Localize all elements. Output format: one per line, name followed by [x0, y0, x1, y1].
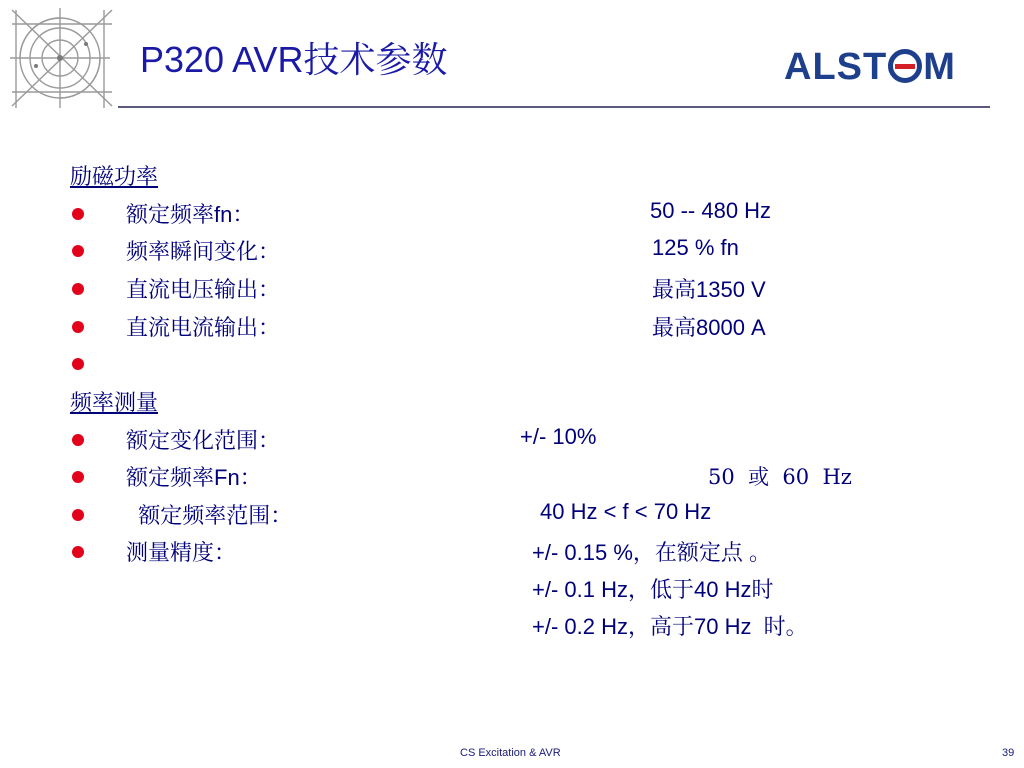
brand-text-b: M — [923, 46, 956, 88]
bullet-icon — [72, 546, 84, 558]
bullet-icon — [72, 358, 84, 370]
list-item — [0, 235, 1024, 265]
bullet-icon — [72, 509, 84, 521]
list-item — [0, 424, 1024, 454]
circular-emblem-icon — [6, 4, 118, 112]
alstom-logo — [784, 46, 956, 89]
item-label: 频率瞬间变化： — [126, 239, 281, 264]
bullet-icon — [72, 283, 84, 295]
page-number: 39 — [1002, 747, 1015, 759]
brand-o-icon — [888, 49, 922, 83]
item-label: 直流电流输出： — [126, 315, 281, 340]
section-heading-excitation: 励磁功率 — [70, 164, 159, 189]
item-label: 直流电压输出： — [126, 277, 281, 302]
item-value: +/- 0.2 Hz，高于70 Hz 时。 — [532, 614, 808, 639]
bullet-icon — [72, 208, 84, 220]
item-value: 125 % fn — [652, 235, 739, 260]
list-item — [0, 311, 1024, 341]
item-label: 额定频率fn： — [126, 202, 255, 227]
bullet-icon — [72, 471, 84, 483]
item-value: 50 -- 480 Hz — [650, 198, 772, 223]
bullet-icon — [72, 434, 84, 446]
list-item — [0, 536, 1024, 566]
item-label: 额定频率Fn： — [126, 465, 262, 490]
item-value: 40 Hz < f < 70 Hz — [540, 499, 712, 524]
item-label: 测量精度： — [126, 540, 237, 565]
header-divider — [118, 106, 990, 108]
page-title: P320 AVR技术参数 — [140, 39, 448, 80]
item-value: +/- 0.15 %，在额定点 。 — [532, 540, 772, 565]
list-item-continuation — [0, 610, 1024, 640]
bullet-icon — [72, 245, 84, 257]
item-value: 50 或 60 Hz — [708, 465, 852, 489]
item-label: 额定频率范围： — [126, 503, 293, 528]
list-item — [0, 198, 1024, 228]
list-item — [0, 499, 1024, 529]
section-heading-frequency: 频率测量 — [70, 390, 159, 415]
list-item — [0, 348, 1024, 378]
item-value: +/- 10% — [520, 424, 597, 449]
brand-text-a: ALST — [784, 46, 888, 88]
bullet-icon — [72, 321, 84, 333]
list-item — [0, 461, 1024, 491]
footer-text: CS Excitation & AVR — [460, 747, 561, 759]
item-value: 最高1350 V — [652, 277, 766, 302]
item-label: 额定变化范围： — [126, 428, 281, 453]
item-value: +/- 0.1 Hz，低于40 Hz时 — [532, 577, 774, 602]
item-value: 最高8000 A — [652, 315, 766, 340]
list-item-continuation — [0, 573, 1024, 603]
list-item — [0, 273, 1024, 303]
